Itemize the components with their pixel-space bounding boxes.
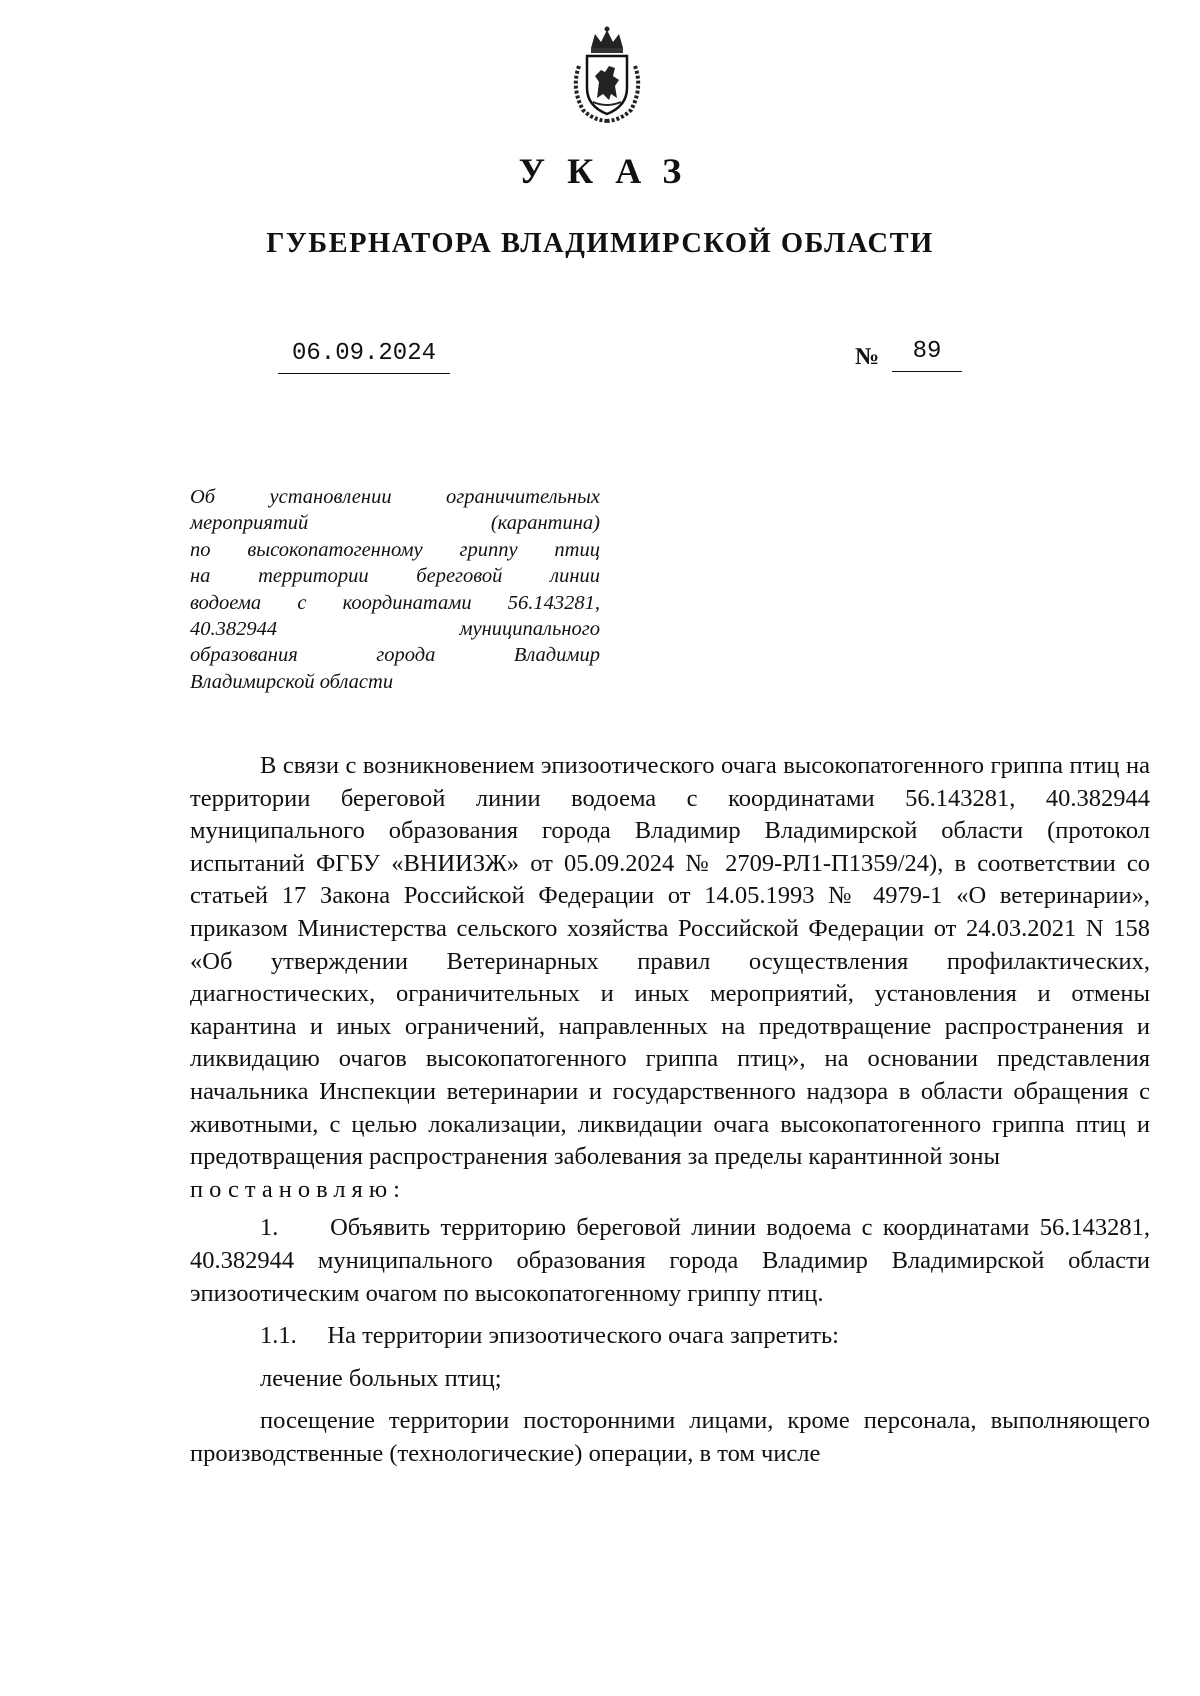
document-heading	[190, 484, 600, 695]
coat-of-arms-emblem	[567, 26, 647, 124]
item-1-1-number: 1.1.	[260, 1322, 297, 1350]
document-subtitle: ГУБЕРНАТОРА ВЛАДИМИРСКОЙ ОБЛАСТИ	[266, 228, 934, 259]
item-1-number: 1.	[260, 1214, 279, 1242]
list-item: лечение больных птиц;	[260, 1364, 502, 1392]
heading-line: Об установлении ограничительных	[190, 486, 600, 508]
heading-line: на территории береговой линии	[190, 565, 600, 588]
heading-line: мероприятий (карантина)	[190, 512, 600, 535]
item-1-text: Объявить территорию береговой линии водоема с координатами 56.143281, 40.382944 муниципального образования города Владимир Владимирской области эпизоотическим очагом по высокопатогенному гриппу птиц.	[190, 1214, 1151, 1307]
list-item: посещение территории посторонними лицами, кроме персонала, выполняющего производственные (технологические) операции, в том числе	[190, 1407, 1150, 1467]
heading-line: 40.382944 муниципального	[190, 618, 600, 641]
item-1	[190, 1212, 1150, 1310]
document-number: 89	[892, 338, 962, 372]
item-1-1-text: На территории эпизоотического очага запретить:	[327, 1322, 839, 1350]
decree-word: постановляю:	[190, 1175, 406, 1203]
heading-line: Владимирской области	[190, 670, 394, 693]
item-1-1	[190, 1320, 1150, 1353]
heading-line: образования города Владимир	[190, 644, 600, 667]
preamble-paragraph: В связи с возникновением эпизоотического очага высокопатогенного гриппа птиц на территории береговой линии водоема с координатами 56.143281, 40.382944 муниципального образования города Владимир Владимирской области (протокол испытаний ФГБУ «ВНИИЗЖ» от 05.09.2024 № 2709-РЛ1-П1359/24), в соответствии со статьей 17 Закона Российской Федерации от 14.05.1993 № 4979-1 «О ветеринарии», приказом Министерства сельского хозяйства Российской Федерации от 24.03.2021 N 158 «Об утверждении Ветеринарных правил осуществления профилактических, диагностических, ограничительных и иных мероприятий, установления и отмены карантина и иных ограничений, направленных на предотвращение распространения и ликвидацию очагов высокопатогенного гриппа птиц», на основании представления начальника Инспекции ветеринарии и государственного надзора в области обращения с животными, с целью локализации, ликвидации очага высокопатогенного гриппа птиц и предотвращения распространения заболевания за пределы карантинной зоны	[190, 752, 1150, 1171]
document-title: УКАЗ	[518, 151, 704, 191]
heading-line: водоема с координатами 56.143281,	[190, 591, 600, 614]
number-label: №	[855, 344, 880, 370]
document-date: 06.09.2024	[278, 340, 450, 374]
document-body	[190, 750, 1150, 1470]
heading-line: по высокопатогенному гриппу птиц	[190, 538, 600, 561]
